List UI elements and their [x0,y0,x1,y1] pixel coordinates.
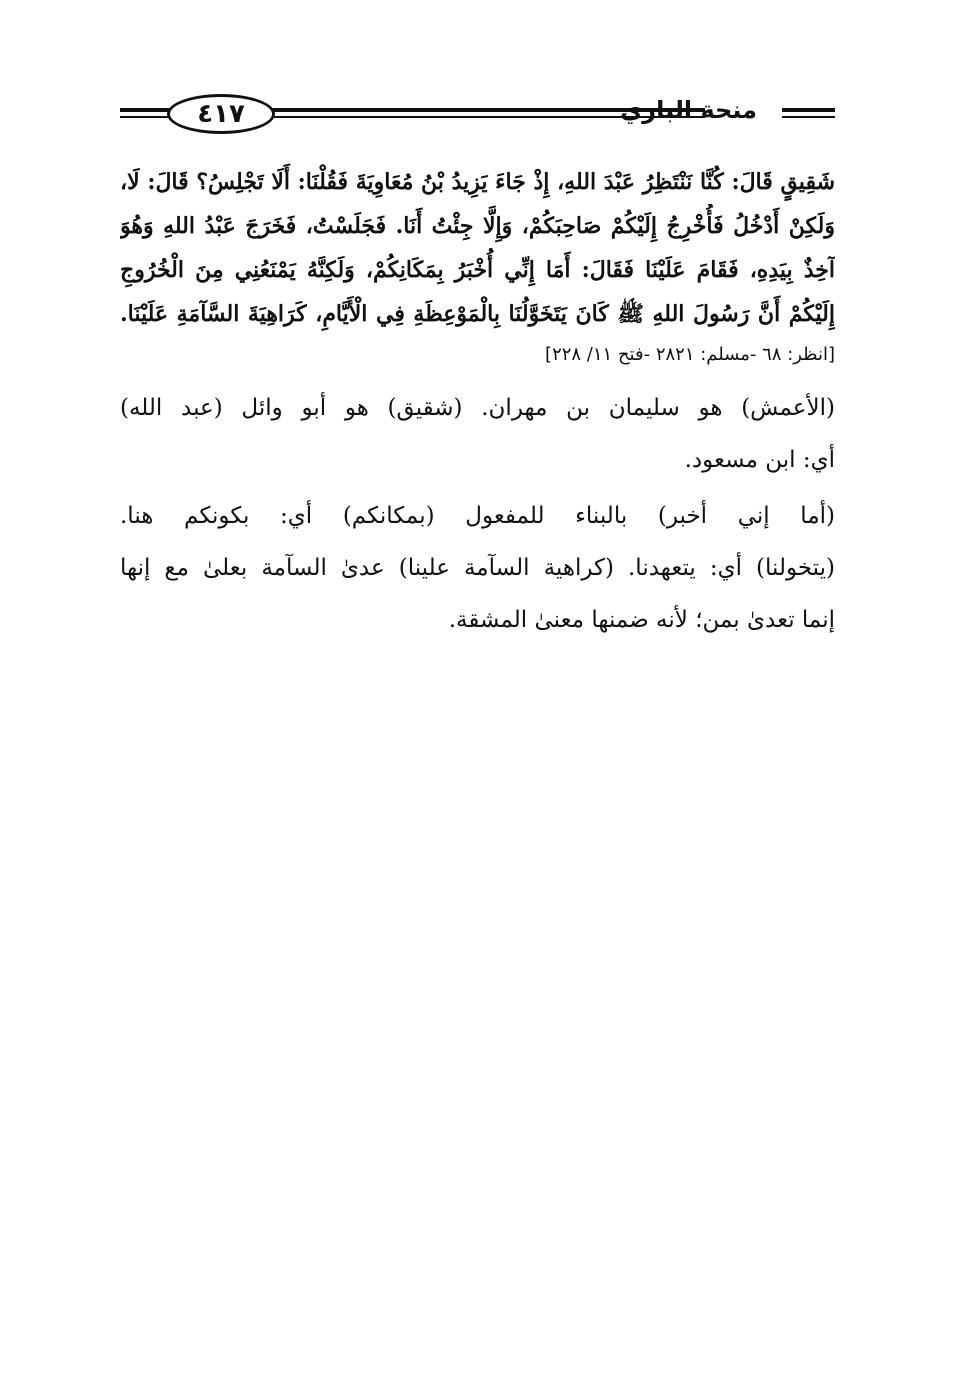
commentary-line: (يتخولنا) أي: يتعهدنا. (كراهية السآمة علينا) عدىٰ السآمة بعلىٰ مع إنها [120,555,835,581]
header-rule-right-top [782,108,835,112]
page-number: ٤١٧ [167,94,275,134]
page-header [120,86,835,140]
commentary-line: أي: ابن مسعود. [684,447,835,473]
commentary-paragraph [120,490,835,646]
commentary-paragraph [120,382,835,486]
hadith-line: إِلَيْكُمْ أَنَّ رَسُولَ اللهِ ﷺ كَانَ يَتَخَوَّلُنَا بِالْمَوْعِظَةِ فِي الْأَيَّامِ، كَرَاهِيَةَ السَّآمَةِ عَلَيْنَا. [120,301,835,327]
commentary-line: (أما إني أخبر) بالبناء للمفعول (بمكانكم) أي: بكونكم هنا. [120,503,835,529]
hadith-line: وَلَكِنْ أَدْخُلُ فَأُخْرِجُ إِلَيْكُمْ صَاحِبَكُمْ، وَإِلَّا جِئْتُ أَنَا. فَجَلَسْتُ، فَخَرَجَ عَبْدُ اللهِ وَهُوَ [120,213,835,239]
hadith-text [120,160,835,336]
commentary-line: (الأعمش) هو سليمان بن مهران. (شقيق) هو أبو وائل (عبد الله) [120,395,835,421]
hadith-line: شَقِيقٍ قَالَ: كُنَّا نَنْتَظِرُ عَبْدَ اللهِ، إِذْ جَاءَ يَزِيدُ بْنُ مُعَاوِيَةَ فَقُلْنَا: أَلَا تَجْلِسُ؟ قَالَ: لَا، [120,169,835,195]
commentary-line: إنما تعدىٰ بمن؛ لأنه ضمنها معنىٰ المشقة. [448,607,835,633]
running-title: منحة الباري [620,96,757,124]
page-body [120,160,835,650]
hadith-reference: [انظر: ٦٨ -مسلم: ٢٨٢١ -فتح ١١/ ٢٢٨] [545,344,835,365]
hadith-line: آخِذٌ بِيَدِهِ، فَقَامَ عَلَيْنَا فَقَالَ: أَمَا إِنِّي أُخْبَرُ بِمَكَانِكُمْ، وَلَكِنَّهُ يَمْنَعُنِي مِنَ الْخُرُوجِ [120,257,835,283]
commentary [120,382,835,646]
header-rule-right-bottom [782,116,835,118]
